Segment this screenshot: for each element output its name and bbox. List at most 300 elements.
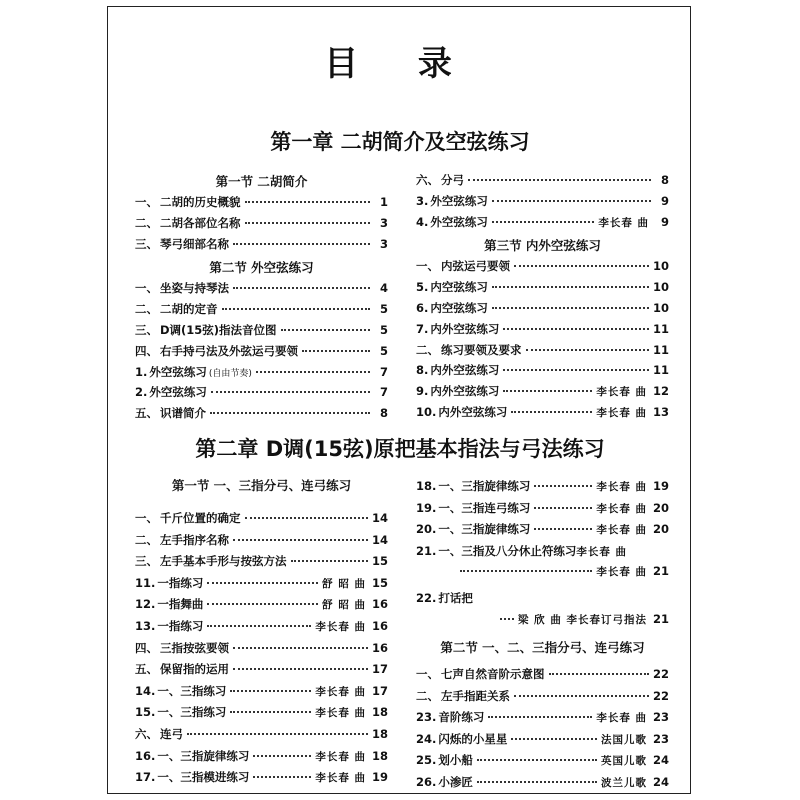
section-heading: 第二节 一、二、三指分弓、连弓练习: [440, 640, 645, 655]
entry-separator: .: [424, 193, 429, 208]
entry-title: 内外空弦练习: [430, 321, 500, 336]
entry-number: 8: [416, 363, 425, 378]
entry-number: 一: [416, 259, 428, 274]
entry-page-number: 9: [660, 214, 669, 229]
toc-entry: [416, 752, 669, 768]
entry-title: 内弦运弓要领: [441, 259, 510, 274]
entry-number: 一: [416, 667, 428, 681]
entry-separator: 、: [146, 195, 158, 209]
dot-leader: [503, 369, 649, 371]
entry-page-number: 4: [379, 281, 388, 296]
dot-leader: [207, 625, 311, 627]
dot-leader: [477, 781, 597, 783]
entry-title: 外空弦练习: [149, 385, 207, 400]
entry-title: 一指舞曲: [157, 597, 204, 612]
entry-page-number: 3: [379, 236, 388, 251]
entry-separator: .: [432, 479, 437, 493]
entry-number: 10: [416, 405, 433, 419]
entry-number: 三: [135, 554, 147, 569]
entry-separator: 、: [427, 173, 439, 187]
entry-separator: .: [151, 748, 156, 763]
dot-leader: [500, 618, 514, 620]
entry-page-number: 24: [652, 775, 669, 789]
dot-leader: [281, 329, 370, 331]
chapter-2-title: 第二章 D调(15弦)原把基本指法与弓法练习: [195, 437, 605, 461]
dot-leader: [460, 570, 592, 572]
entry-separator: .: [432, 522, 437, 537]
entry-page-number: 19: [652, 479, 669, 493]
entry-title: 闪烁的小星星: [438, 731, 508, 746]
entry-separator: 、: [146, 532, 158, 547]
toc-entry: [416, 666, 669, 682]
entry-page-number: 9: [660, 193, 669, 208]
entry-title: 一、三指旋律练习: [438, 479, 531, 493]
entry-page-number: 18: [371, 705, 388, 720]
entry-composer: 舒 昭 曲: [322, 599, 366, 612]
entry-title: 一、三指及八分休止符练习: [438, 543, 577, 558]
toc-entry: [135, 661, 388, 677]
entry-number: 20: [416, 522, 433, 537]
entry-number: 15: [135, 705, 152, 720]
entry-composer: 李长春 曲: [596, 502, 647, 515]
entry-title: 七声自然音阶示意图: [441, 667, 545, 681]
toc-entry: [135, 532, 388, 548]
entry-separator: .: [424, 214, 429, 229]
entry-separator: .: [432, 731, 437, 746]
toc-entry: [135, 596, 388, 612]
toc-entry: [416, 321, 669, 337]
entry-separator: 、: [146, 215, 158, 230]
entry-number: 18: [416, 479, 433, 493]
entry-title: 连弓: [160, 727, 183, 741]
toc-entry: [135, 510, 388, 526]
entry-separator: .: [143, 385, 148, 400]
toc-entry: [135, 405, 388, 421]
entry-separator: .: [432, 500, 437, 515]
dot-leader: [210, 412, 370, 414]
entry-number: 五: [135, 406, 147, 421]
entry-separator: 、: [146, 662, 158, 677]
entry-number: 12: [135, 597, 152, 612]
toc-entry: [416, 500, 669, 516]
entry-separator: .: [424, 363, 429, 378]
toc-entry: [135, 769, 388, 785]
entry-title: 内外空弦练习: [430, 384, 500, 399]
dot-leader: [511, 738, 597, 740]
entry-page-number: 16: [371, 619, 388, 633]
toc-entry: [135, 640, 388, 656]
entry-number: 23: [416, 710, 433, 725]
dot-leader: [526, 349, 649, 351]
entry-number: 五: [135, 662, 147, 677]
entry-number: 一: [135, 195, 147, 209]
toc-entry: [416, 214, 669, 230]
entry-title: 二胡的历史概貌: [160, 195, 241, 209]
entry-number: 11: [135, 575, 152, 590]
entry-separator: 、: [146, 281, 158, 296]
entry-separator: 、: [146, 343, 158, 358]
entry-separator: 、: [427, 667, 439, 681]
toc-entry: [416, 193, 669, 209]
entry-number: 19: [416, 500, 433, 515]
entry-separator: 、: [146, 236, 158, 251]
dot-leader: [492, 200, 651, 202]
entry-separator: .: [424, 321, 429, 336]
entry-number: 3: [416, 193, 425, 208]
toc-entry: [135, 280, 388, 296]
dot-leader: [230, 711, 311, 713]
entry-number: 二: [135, 302, 147, 317]
entry-composer: 舒 昭 曲: [322, 577, 366, 590]
entry-title: 小渗匠: [438, 775, 473, 789]
entry-separator: 、: [427, 688, 439, 703]
entry-number: 9: [416, 384, 425, 399]
entry-page-number: 17: [371, 662, 388, 677]
toc-entry: [135, 364, 388, 380]
entry-separator: .: [151, 770, 156, 785]
entry-number: 4: [416, 214, 425, 229]
entry-page-number: 1: [379, 195, 388, 209]
section-heading: 第二节 外空弦练习: [209, 260, 314, 276]
entry-page-number: 20: [652, 500, 669, 515]
entry-separator: .: [143, 364, 148, 379]
entry-page-number: 15: [371, 554, 388, 569]
entry-page-number: 8: [379, 406, 388, 421]
dot-leader: [468, 179, 651, 181]
entry-page-number: 5: [379, 302, 388, 317]
entry-page-number: 13: [652, 405, 669, 419]
entry-title: 坐姿与持琴法: [160, 281, 229, 296]
entry-separator: 、: [146, 727, 158, 741]
entry-page-number: 14: [371, 511, 388, 525]
dot-leader: [488, 716, 592, 718]
dot-leader: [492, 286, 649, 288]
entry-composer: 李长春 曲: [596, 386, 647, 399]
entry-title: 千斤位置的确定: [160, 511, 241, 525]
entry-number: 一: [135, 511, 147, 525]
dot-leader: [302, 350, 370, 352]
entry-composer: 李长春 曲: [598, 216, 649, 229]
toc-entry: [135, 322, 388, 338]
entry-number: 三: [135, 236, 147, 251]
entry-separator: .: [151, 597, 156, 612]
entry-number: 16: [135, 748, 152, 763]
entry-number: 17: [135, 770, 152, 785]
dot-leader: [233, 539, 368, 541]
toc-entry: [416, 590, 669, 606]
entry-number: 6: [416, 301, 425, 315]
entry-title: D调(15弦)指法音位图: [160, 323, 277, 337]
toc-entry: [135, 726, 388, 742]
entry-separator: 、: [146, 406, 158, 421]
toc-entry: [416, 709, 669, 725]
entry-number: 二: [416, 688, 428, 703]
entry-number: 一: [135, 281, 147, 296]
entry-number: 六: [416, 173, 428, 187]
dot-leader: [514, 695, 649, 697]
toc-entry: [416, 543, 669, 559]
entry-page-number: 10: [652, 301, 669, 315]
entry-page-number: 10: [652, 259, 669, 274]
dot-leader: [534, 528, 592, 530]
entry-page-number: 5: [379, 343, 388, 358]
entry-title: 音阶练习: [438, 710, 485, 725]
entry-separator: .: [432, 753, 437, 768]
toc-entry: [135, 553, 388, 569]
toc-entry: [135, 575, 388, 591]
entry-separator: 、: [146, 323, 158, 337]
dot-leader: [477, 759, 597, 761]
entry-composer: 李长春 曲: [315, 707, 366, 720]
entry-separator: .: [432, 775, 437, 789]
toc-entry: [416, 258, 669, 274]
entry-page-number: 21: [652, 612, 669, 626]
entry-composer: 李长春 曲: [596, 524, 647, 537]
toc-entry: [135, 704, 388, 720]
entry-composer: 梁 欣 曲 李长春订弓指法: [518, 614, 647, 626]
dot-leader: [503, 390, 592, 392]
entry-number: 25: [416, 753, 433, 768]
entry-page-number: 10: [652, 280, 669, 295]
entry-page-number: 24: [652, 753, 669, 768]
dot-leader: [503, 328, 649, 330]
entry-title: 内空弦练习: [430, 301, 488, 315]
entry-number: 二: [135, 532, 147, 547]
toc-entry: [135, 236, 388, 252]
entry-title: 二胡各部位名称: [160, 215, 241, 230]
toc-entry: [135, 194, 388, 210]
entry-separator: .: [432, 591, 437, 606]
entry-title: 分弓: [441, 173, 464, 187]
entry-page-number: 17: [371, 683, 388, 698]
toc-entry: [416, 478, 669, 494]
entry-title: 一指练习: [157, 619, 204, 633]
dot-leader: [233, 668, 368, 670]
entry-number: 二: [416, 342, 428, 357]
entry-number: 2: [135, 385, 144, 400]
dot-leader: [492, 307, 649, 309]
entry-page-number: 14: [371, 532, 388, 547]
entry-composer: 李长春 曲: [596, 481, 647, 493]
page-title: 目 录: [324, 44, 476, 84]
entry-title: 一、三指旋律练习: [157, 748, 250, 763]
entry-composer: 李长春 曲: [596, 407, 647, 419]
toc-entry: [416, 383, 669, 399]
entry-page-number: 16: [371, 597, 388, 612]
entry-page-number: 5: [379, 323, 388, 337]
entry-page-number: 11: [652, 342, 669, 357]
toc-entry: [416, 279, 669, 295]
entry-number: 1: [135, 364, 144, 379]
entry-title: 识谱简介: [160, 406, 206, 421]
entry-page-number: 23: [652, 731, 669, 746]
toc-entry: [496, 612, 669, 627]
entry-page-number: 18: [371, 727, 388, 741]
entry-number: 24: [416, 731, 433, 746]
entry-composer: 波兰儿歌: [600, 777, 647, 789]
section-heading: 第一节 一、三指分弓、连弓练习: [171, 478, 352, 493]
entry-separator: 、: [427, 342, 439, 357]
entry-separator: .: [432, 710, 437, 725]
entry-number: 13: [135, 619, 152, 633]
entry-separator: .: [151, 575, 156, 590]
toc-entry: [135, 384, 388, 400]
dot-leader: [222, 308, 371, 310]
toc-entry: [416, 300, 669, 316]
toc-entry: [416, 731, 669, 747]
entry-page-number: 7: [379, 385, 388, 400]
entry-page-number: 22: [652, 688, 669, 703]
entry-separator: .: [424, 280, 429, 295]
entry-page-number: 12: [652, 384, 669, 399]
entry-composer: 李长春 曲: [315, 685, 366, 698]
entry-title: 内空弦练习: [430, 280, 488, 295]
dot-leader: [534, 485, 592, 487]
entry-title: 外空弦练习: [430, 214, 488, 229]
dot-leader: [492, 221, 594, 223]
toc-entry: [135, 683, 388, 699]
dot-leader: [233, 243, 370, 245]
entry-page-number: 15: [371, 575, 388, 590]
entry-separator: 、: [146, 302, 158, 317]
chapter-1-title: 第一章 二胡简介及空弦练习: [270, 130, 530, 154]
entry-composer: 李长春 曲: [596, 566, 647, 579]
dot-leader: [233, 287, 370, 289]
section-heading: 第一节 二胡简介: [215, 174, 308, 189]
entry-title: 左手指序名称: [160, 532, 229, 547]
entry-page-number: 11: [652, 363, 669, 378]
dot-leader: [207, 603, 318, 605]
entry-title: 一、三指连弓练习: [438, 500, 531, 515]
entry-title: 保留指的运用: [160, 662, 229, 677]
toc-entry: [416, 521, 669, 537]
toc-entry: [135, 748, 388, 764]
entry-separator: .: [432, 405, 437, 419]
entry-composer: 李长春 曲: [315, 621, 366, 633]
entry-title: 练习要领及要求: [441, 342, 522, 357]
entry-title: 一指练习: [157, 575, 204, 590]
toc-entry: [135, 301, 388, 317]
entry-number: 26: [416, 775, 433, 789]
toc-entry: [135, 215, 388, 231]
entry-page-number: 7: [379, 364, 388, 379]
entry-composer: 李长春 曲: [576, 545, 628, 558]
entry-title: 划小船: [438, 753, 473, 768]
entry-page-number: 3: [379, 215, 388, 230]
entry-title: 一、三指练习: [157, 683, 227, 698]
entry-number: 7: [416, 321, 425, 336]
entry-page-number: 20: [652, 522, 669, 537]
entry-separator: 、: [146, 511, 158, 525]
entry-separator: 、: [146, 554, 158, 569]
entry-title: 三指按弦要领: [160, 640, 229, 655]
entry-note: (自由节奏): [208, 368, 252, 379]
dot-leader: [207, 582, 318, 584]
entry-number: 三: [135, 323, 147, 337]
entry-number: 六: [135, 727, 147, 741]
toc-entry: [456, 564, 669, 579]
entry-page-number: 16: [371, 640, 388, 655]
dot-leader: [256, 371, 370, 373]
entry-title: 右手持弓法及外弦运弓要领: [160, 343, 298, 358]
toc-entry: [416, 172, 669, 188]
entry-composer: 李长春 曲: [315, 750, 366, 763]
entry-title: 打话把: [438, 591, 473, 606]
entry-separator: .: [151, 705, 156, 720]
entry-page-number: 22: [652, 667, 669, 681]
entry-page-number: 8: [660, 173, 669, 187]
entry-title: 内外空弦练习: [430, 363, 500, 378]
dot-leader: [253, 776, 311, 778]
toc-entry: [416, 404, 669, 420]
dot-leader: [511, 411, 592, 413]
entry-title: 一、三指模进练习: [157, 770, 250, 785]
entry-separator: .: [432, 543, 437, 558]
entry-title: 一、三指练习: [157, 705, 227, 720]
entry-composer: 李长春 曲: [596, 712, 647, 725]
entry-title: 内外空弦练习: [438, 405, 508, 419]
entry-number: 四: [135, 343, 147, 358]
entry-page-number: 23: [652, 710, 669, 725]
entry-title: 一、三指旋律练习: [438, 522, 531, 537]
toc-entry: [416, 362, 669, 378]
entry-page-number: 18: [371, 748, 388, 763]
entry-separator: .: [151, 619, 156, 633]
dot-leader: [187, 733, 368, 735]
toc-entry: [416, 774, 669, 790]
entry-page-number: 11: [652, 321, 669, 336]
dot-leader: [253, 755, 311, 757]
entry-title: 左手指距关系: [441, 688, 510, 703]
dot-leader: [233, 647, 368, 649]
entry-number: 四: [135, 640, 147, 655]
entry-title: 外空弦练习: [430, 193, 488, 208]
entry-composer: 法国儿歌: [600, 733, 647, 746]
entry-number: 21: [416, 543, 433, 558]
entry-number: 14: [135, 683, 152, 698]
entry-separator: 、: [146, 640, 158, 655]
entry-number: 5: [416, 280, 425, 295]
toc-entry: [135, 343, 388, 359]
entry-separator: .: [424, 384, 429, 399]
section-heading: 第三节 内外空弦练习: [484, 238, 601, 254]
dot-leader: [291, 560, 368, 562]
entry-composer: 英国儿歌: [600, 755, 647, 768]
entry-title: 二胡的定音: [160, 302, 218, 317]
toc-entry: [416, 688, 669, 704]
entry-title: 左手基本手形与按弦方法: [160, 554, 287, 569]
entry-title: 外空弦练习: [149, 364, 207, 379]
dot-leader: [211, 391, 370, 393]
entry-separator: .: [424, 301, 429, 315]
entry-page-number: 21: [652, 564, 669, 579]
dot-leader: [534, 507, 592, 509]
entry-composer: 李长春 曲: [315, 772, 366, 785]
dot-leader: [245, 517, 368, 519]
entry-page-number: 19: [371, 770, 388, 785]
entry-separator: .: [151, 683, 156, 698]
dot-leader: [245, 201, 371, 203]
entry-title: 琴弓细部名称: [160, 236, 229, 251]
toc-entry: [135, 618, 388, 634]
dot-leader: [549, 673, 649, 675]
entry-number: 22: [416, 591, 433, 606]
dot-leader: [514, 265, 649, 267]
toc-entry: [416, 342, 669, 358]
entry-number: 二: [135, 215, 147, 230]
dot-leader: [230, 690, 311, 692]
entry-separator: 、: [427, 259, 439, 274]
